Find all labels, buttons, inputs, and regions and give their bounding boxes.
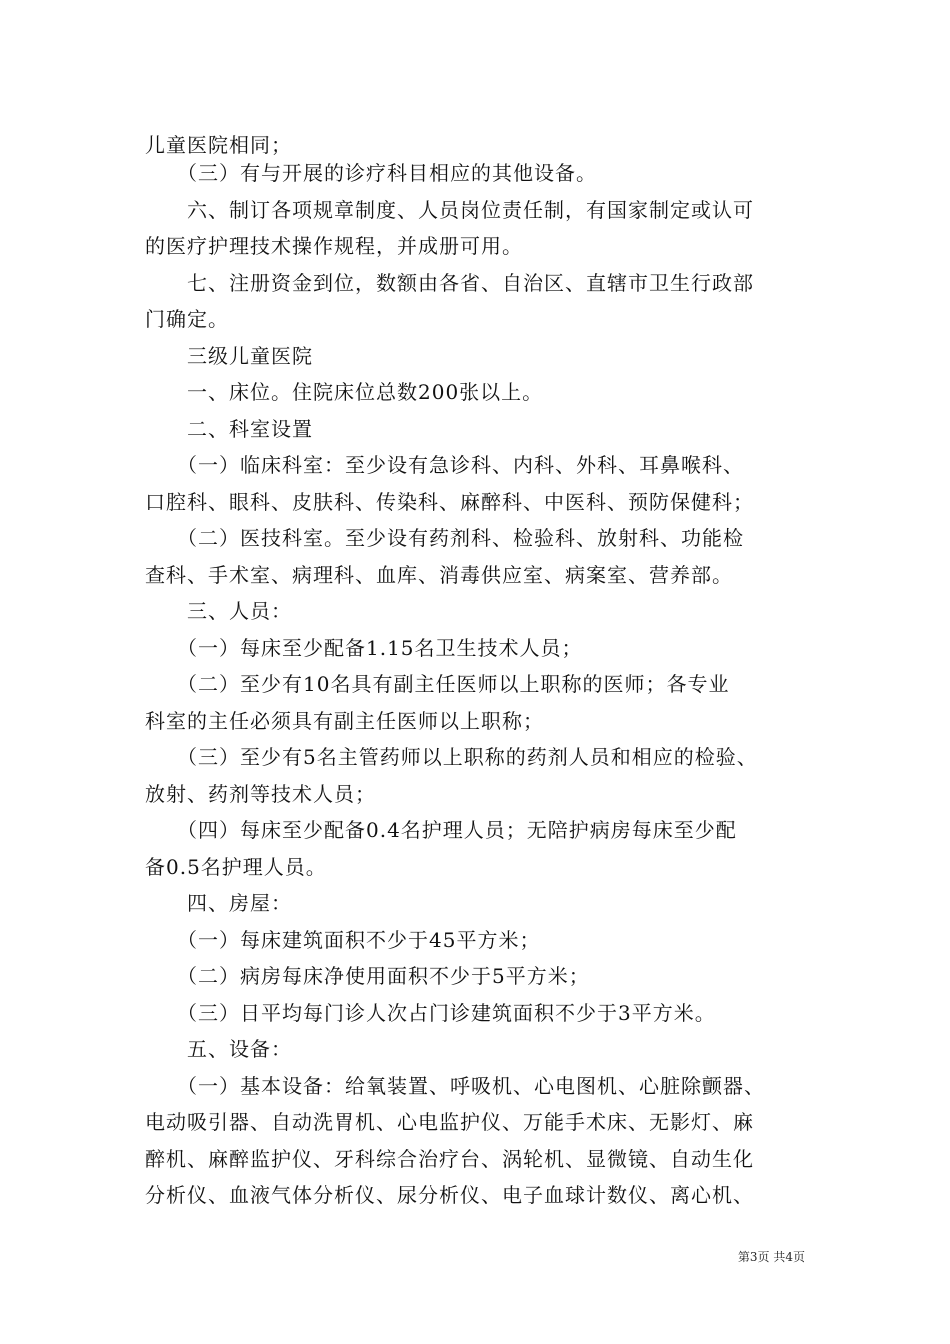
text-line: （一）每床至少配备1.15名卫生技术人员； [145,636,583,660]
text-line: 儿童医院相同； [145,133,292,157]
text-line: （一）临床科室：至少设有急诊科、内科、外科、耳鼻喉科、 [145,453,744,477]
text-line: （一）每床建筑面积不少于45平方米； [145,928,541,952]
text-line: （四）每床至少配备0.4名护理人员；无陪护病房每床至少配 [145,818,737,842]
text-line: （二）至少有10名具有副主任医师以上职称的医师；各专业 [145,672,730,696]
text-line: 放射、药剂等技术人员； [145,782,376,806]
text-line: 口腔科、眼科、皮肤科、传染科、麻醉科、中医科、预防保健科； [145,490,754,514]
text-line: 五、设备： [145,1037,292,1061]
text-line: 四、房屋： [145,891,292,915]
text-line: （一）基本设备：给氧装置、呼吸机、心电图机、心脏除颤器、 [145,1074,765,1098]
text-line: 门确定。 [145,307,229,331]
text-line: 三、人员： [145,599,292,623]
text-line: 的医疗护理技术操作规程，并成册可用。 [145,234,523,258]
text-line: 科室的主任必须具有副主任医师以上职称； [145,709,544,733]
text-line: （二）病房每床净使用面积不少于5平方米； [145,964,590,988]
page-footer: 第3页 共4页 [737,1250,805,1264]
text-line: （三）有与开展的诊疗科目相应的其他设备。 [145,161,597,185]
text-line: 二、科室设置 [145,417,313,441]
text-line: 分析仪、血液气体分析仪、尿分析仪、电子血球计数仪、离心机、 [145,1183,754,1207]
text-line: 三级儿童医院 [145,344,313,368]
text-line: （三）日平均每门诊人次占门诊建筑面积不少于3平方米。 [145,1001,716,1025]
text-line: （三）至少有5名主管药师以上职称的药剂人员和相应的检验、 [145,745,758,769]
text-line: 电动吸引器、自动洗胃机、心电监护仪、万能手术床、无影灯、麻 [145,1110,754,1134]
text-line: 备0.5名护理人员。 [145,855,327,879]
text-line: 六、制订各项规章制度、人员岗位责任制，有国家制定或认可 [145,198,754,222]
text-line: 一、床位。住院床位总数200张以上。 [145,380,544,404]
text-line: 醉机、麻醉监护仪、牙科综合治疗台、涡轮机、显微镜、自动生化 [145,1147,754,1171]
text-line: （二）医技科室。至少设有药剂科、检验科、放射科、功能检 [145,526,744,550]
text-line: 查科、手术室、病理科、血库、消毒供应室、病案室、营养部。 [145,563,733,587]
text-line: 七、注册资金到位，数额由各省、自治区、直辖市卫生行政部 [145,271,754,295]
